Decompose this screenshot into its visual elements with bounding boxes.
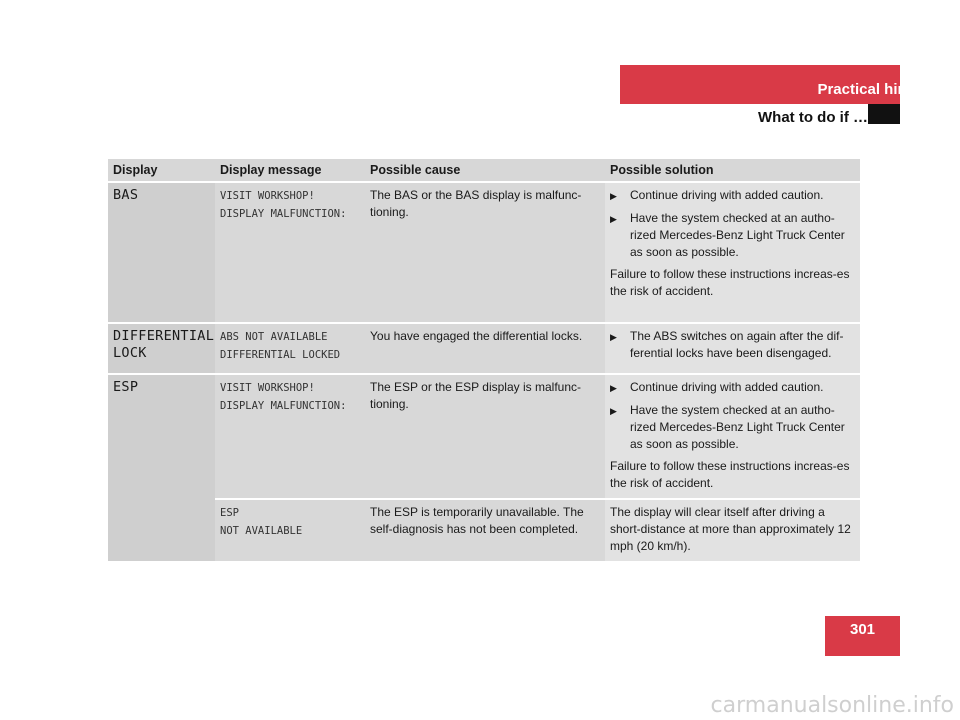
solution-text: The ABS switches on again after the dif-ferential locks have been disengaged. bbox=[630, 329, 844, 360]
cell-cause bbox=[365, 323, 605, 374]
message-line: DISPLAY MALFUNCTION: bbox=[220, 208, 347, 220]
message-line: ESP bbox=[220, 507, 239, 519]
display-code: ESP bbox=[113, 379, 139, 395]
solution-text: Have the system checked at an autho-rized Mercedes-Benz Light Truck Center as soon as possible. bbox=[630, 403, 845, 451]
solution-note: Failure to follow these instructions increas-es the risk of accident. bbox=[610, 267, 850, 298]
message-line: DIFFERENTIAL LOCKED bbox=[220, 349, 341, 361]
message-line: DISPLAY MALFUNCTION: bbox=[220, 400, 347, 412]
arrow-right-icon: ▶ bbox=[610, 214, 617, 224]
watermark: carmanualsonline.info bbox=[710, 693, 954, 718]
cell-solution bbox=[605, 374, 860, 499]
display-code: DIFFERENTIAL LOCK bbox=[113, 328, 215, 361]
solution-text: Continue driving with added caution. bbox=[630, 380, 824, 394]
cell-message bbox=[215, 374, 365, 499]
solution-note: Failure to follow these instructions increas-es the risk of accident. bbox=[610, 459, 850, 490]
cell-display bbox=[108, 182, 215, 323]
cell-message bbox=[215, 323, 365, 374]
header-black-tab bbox=[868, 104, 900, 124]
cell-display bbox=[108, 323, 215, 374]
arrow-right-icon: ▶ bbox=[610, 383, 617, 393]
table-row bbox=[108, 374, 860, 499]
cell-message bbox=[215, 499, 365, 562]
cell-solution bbox=[605, 323, 860, 374]
solution-bullet bbox=[610, 210, 855, 261]
message-line: ABS NOT AVAILABLE bbox=[220, 331, 328, 343]
col-header-solution: Possible solution bbox=[605, 159, 860, 182]
section-title: Practical hints bbox=[817, 81, 920, 98]
col-header-cause: Possible cause bbox=[365, 159, 605, 182]
cause-text: The ESP is temporarily unavailable. The self-diagnosis has not been completed. bbox=[370, 505, 584, 536]
table-row bbox=[108, 182, 860, 323]
cell-solution bbox=[605, 182, 860, 323]
hints-table bbox=[108, 159, 860, 563]
cell-message bbox=[215, 182, 365, 323]
table-row bbox=[108, 323, 860, 374]
solution-bullet bbox=[610, 328, 855, 362]
cell-solution bbox=[605, 499, 860, 562]
cause-text: You have engaged the differential locks. bbox=[370, 329, 583, 343]
message-line: VISIT WORKSHOP! bbox=[220, 382, 315, 394]
table-header-row bbox=[108, 159, 860, 182]
solution-text: Continue driving with added caution. bbox=[630, 188, 824, 202]
col-header-display: Display bbox=[108, 159, 215, 182]
cell-cause bbox=[365, 182, 605, 323]
cell-cause bbox=[365, 374, 605, 499]
arrow-right-icon: ▶ bbox=[610, 191, 617, 201]
cause-text: The BAS or the BAS display is malfunc-tioning. bbox=[370, 188, 582, 219]
solution-text: The display will clear itself after driving a short-distance at more than approximately 12 mph (20 km/h). bbox=[610, 505, 851, 553]
message-line: VISIT WORKSHOP! bbox=[220, 190, 315, 202]
message-line: NOT AVAILABLE bbox=[220, 525, 303, 537]
subsection-title: What to do if … bbox=[758, 109, 868, 126]
solution-text: Have the system checked at an autho-rized Mercedes-Benz Light Truck Center as soon as possible. bbox=[630, 211, 845, 259]
table-row bbox=[108, 499, 860, 562]
arrow-right-icon: ▶ bbox=[610, 406, 617, 416]
display-code: BAS bbox=[113, 187, 139, 203]
cell-display bbox=[108, 374, 215, 562]
arrow-right-icon: ▶ bbox=[610, 332, 617, 342]
col-header-message: Display message bbox=[215, 159, 365, 182]
cause-text: The ESP or the ESP display is malfunc-tioning. bbox=[370, 380, 581, 411]
page-number: 301 bbox=[849, 621, 876, 638]
solution-bullet bbox=[610, 187, 855, 205]
solution-bullet bbox=[610, 379, 855, 397]
solution-bullet bbox=[610, 402, 855, 453]
cell-cause bbox=[365, 499, 605, 562]
